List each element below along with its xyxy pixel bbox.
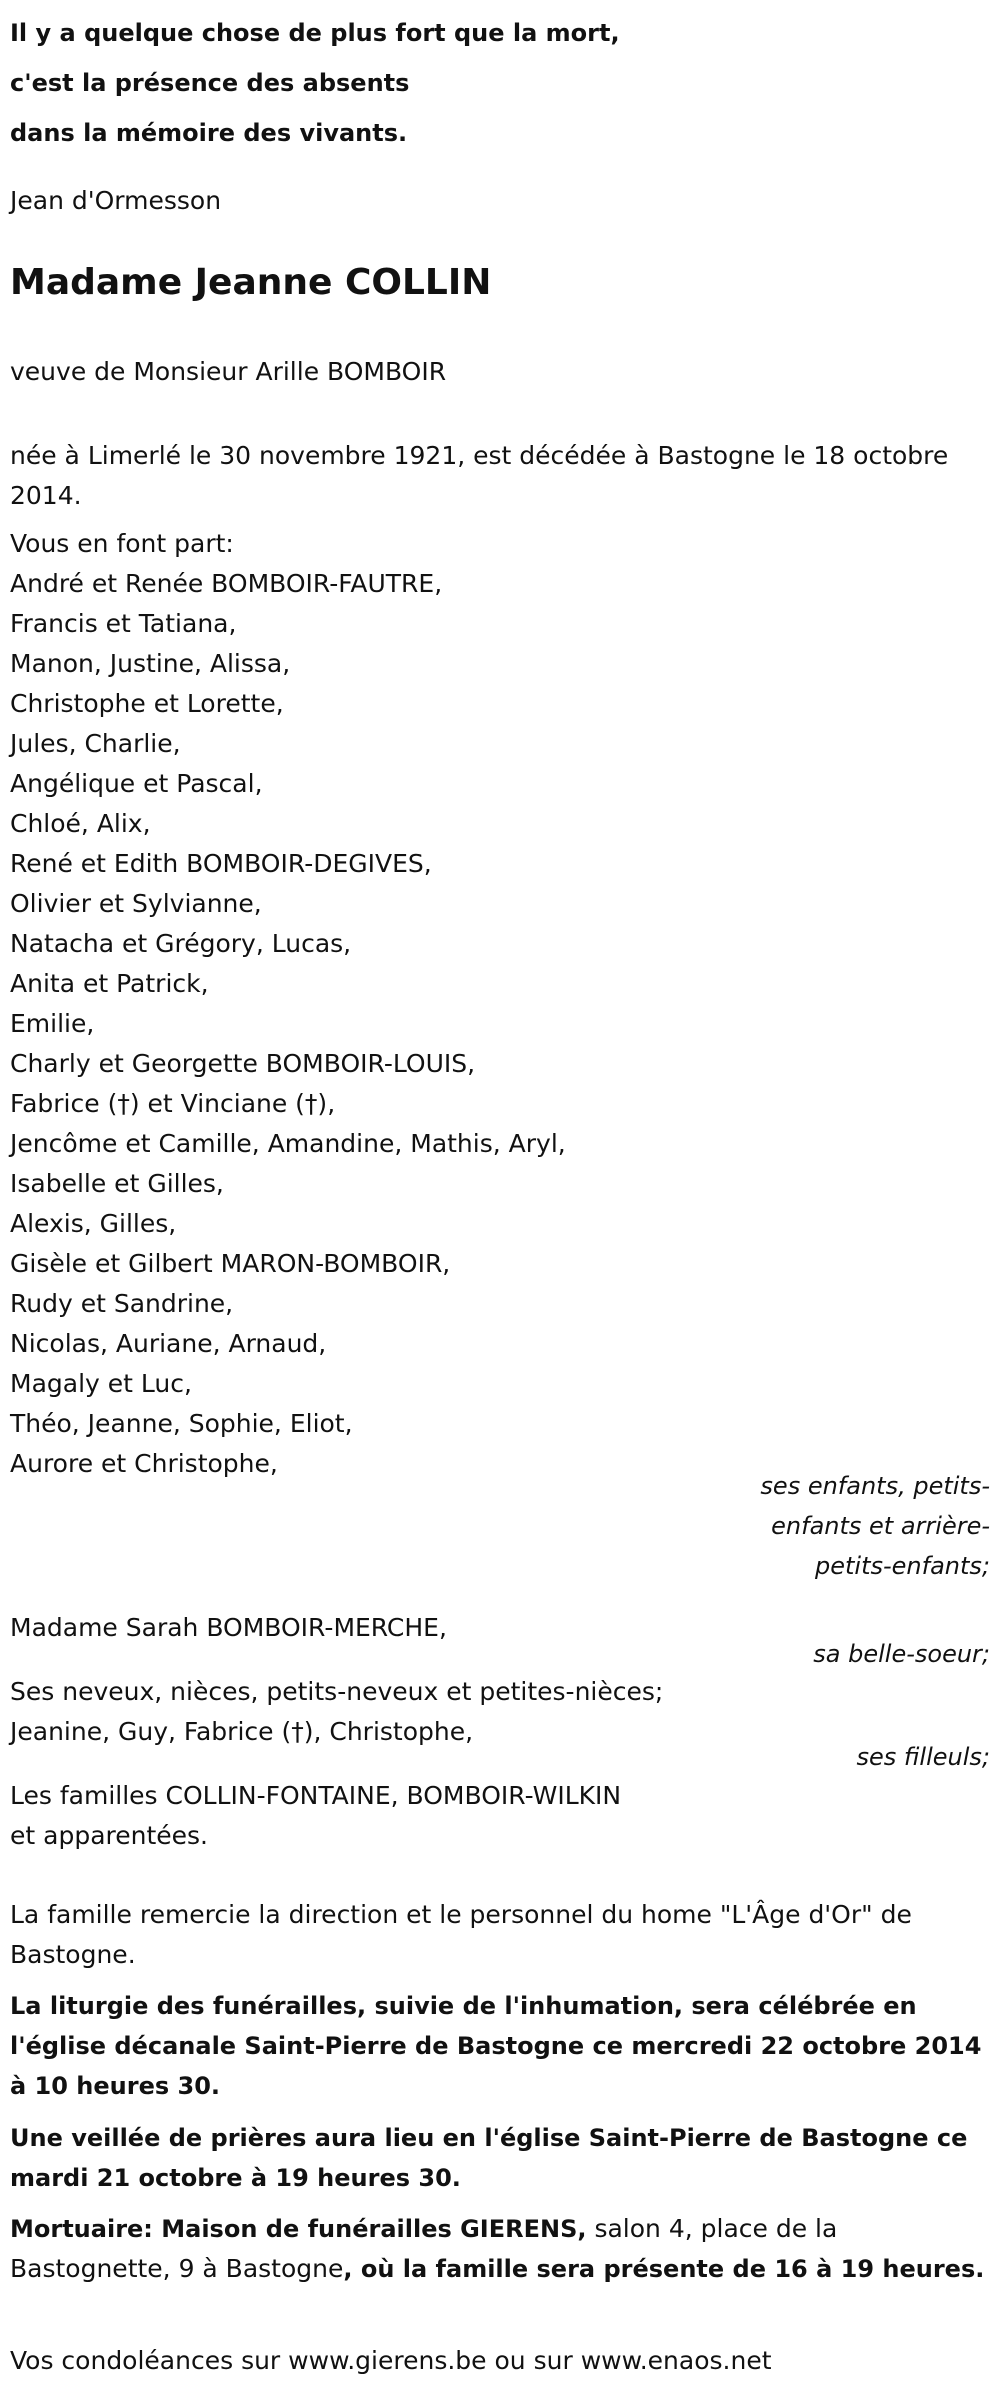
list-item: Charly et Georgette BOMBOIR-LOUIS, bbox=[10, 1049, 476, 1078]
widow-of: veuve de Monsieur Arille BOMBOIR bbox=[10, 357, 447, 386]
list-item: Alexis, Gilles, bbox=[10, 1209, 177, 1238]
list-item: Rudy et Sandrine, bbox=[10, 1289, 234, 1318]
announcers-intro: Vous en font part: bbox=[10, 529, 234, 558]
list-item: Fabrice (†) et Vinciane (†), bbox=[10, 1089, 336, 1118]
quote-line: Il y a quelque chose de plus fort que la mort, bbox=[10, 19, 620, 47]
godchildren-line: Jeanine, Guy, Fabrice (†), Christophe, bbox=[10, 1717, 474, 1746]
list-item: Théo, Jeanne, Sophie, Eliot, bbox=[10, 1409, 353, 1438]
thanks-text: La famille remercie la direction et le personnel du home "L'Âge d'Or" de Bastogne. bbox=[10, 1900, 912, 1969]
sister-in-law: Madame Sarah BOMBOIR-MERCHE, bbox=[10, 1613, 447, 1642]
list-item: Jules, Charlie, bbox=[10, 729, 181, 758]
condolences-middle: ou sur bbox=[486, 2346, 581, 2375]
quote-line: dans la mémoire des vivants. bbox=[10, 119, 408, 147]
list-item: Francis et Tatiana, bbox=[10, 609, 237, 638]
list-item: André et Renée BOMBOIR-FAUTRE, bbox=[10, 569, 443, 598]
families-block bbox=[10, 1776, 621, 1856]
gierens-link[interactable]: www.gierens.be bbox=[288, 2346, 487, 2375]
mortuary-presence: , où la famille sera présente de 16 à 19 heures. bbox=[343, 2255, 985, 2283]
quote-author: Jean d'Ormesson bbox=[10, 186, 222, 215]
vigil-announcement: Une veillée de prières aura lieu en l'église Saint-Pierre de Bastogne ce mardi 21 octobre à 19 heures 30. bbox=[10, 2124, 968, 2192]
mortuary-info bbox=[10, 2209, 990, 2289]
deceased-name: Madame Jeanne COLLIN bbox=[10, 262, 492, 303]
list-item: Anita et Patrick, bbox=[10, 969, 209, 998]
list-item: René et Edith BOMBOIR-DEGIVES, bbox=[10, 849, 432, 878]
announcers-list bbox=[10, 524, 566, 1484]
condolences-prefix: Vos condoléances sur bbox=[10, 2346, 289, 2375]
relation-children: ses enfants, petits-enfants et arrière-petits-enfants; bbox=[760, 1472, 990, 1580]
nephews-block bbox=[10, 1672, 663, 1752]
list-item: Manon, Justine, Alissa, bbox=[10, 649, 291, 678]
list-item: Gisèle et Gilbert MARON-BOMBOIR, bbox=[10, 1249, 451, 1278]
quote-line: c'est la présence des absents bbox=[10, 69, 410, 97]
birth-death-text: née à Limerlé le 30 novembre 1921, est décédée à Bastogne le 18 octobre 2014. bbox=[10, 441, 949, 510]
list-item: Christophe et Lorette, bbox=[10, 689, 284, 718]
list-item: Emilie, bbox=[10, 1009, 95, 1038]
list-item: Aurore et Christophe, bbox=[10, 1449, 278, 1478]
nephews-line: Ses neveux, nièces, petits-neveux et petites-nièces; bbox=[10, 1677, 664, 1706]
list-item: Olivier et Sylvianne, bbox=[10, 889, 262, 918]
list-item: Nicolas, Auriane, Arnaud, bbox=[10, 1329, 327, 1358]
list-item: Magaly et Luc, bbox=[10, 1369, 192, 1398]
relation-godchildren: ses filleuls; bbox=[856, 1743, 990, 1771]
list-item: Natacha et Grégory, Lucas, bbox=[10, 929, 352, 958]
funeral-announcement: La liturgie des funérailles, suivie de l'inhumation, sera célébrée en l'église décanale Saint-Pierre de Bastogne ce mercredi 22 octobre 2014 à 10 heures 30. bbox=[10, 1992, 982, 2100]
relation-sister-in-law: sa belle-soeur; bbox=[813, 1640, 990, 1668]
mortuary-label: Mortuaire: Maison de funérailles GIERENS, bbox=[10, 2215, 587, 2243]
list-item: Isabelle et Gilles, bbox=[10, 1169, 224, 1198]
list-item: Chloé, Alix, bbox=[10, 809, 151, 838]
list-item: Jencôme et Camille, Amandine, Mathis, Aryl, bbox=[10, 1129, 566, 1158]
condolences-line bbox=[10, 2341, 990, 2381]
list-item: Angélique et Pascal, bbox=[10, 769, 263, 798]
quote-block bbox=[10, 8, 620, 158]
mortuary-address: salon 4, place de la Bastognette, 9 à Bastogne bbox=[10, 2214, 838, 2283]
families-line: Les familles COLLIN-FONTAINE, BOMBOIR-WILKIN bbox=[10, 1781, 622, 1810]
families-line: et apparentées. bbox=[10, 1821, 208, 1850]
enaos-link[interactable]: www.enaos.net bbox=[580, 2346, 772, 2375]
